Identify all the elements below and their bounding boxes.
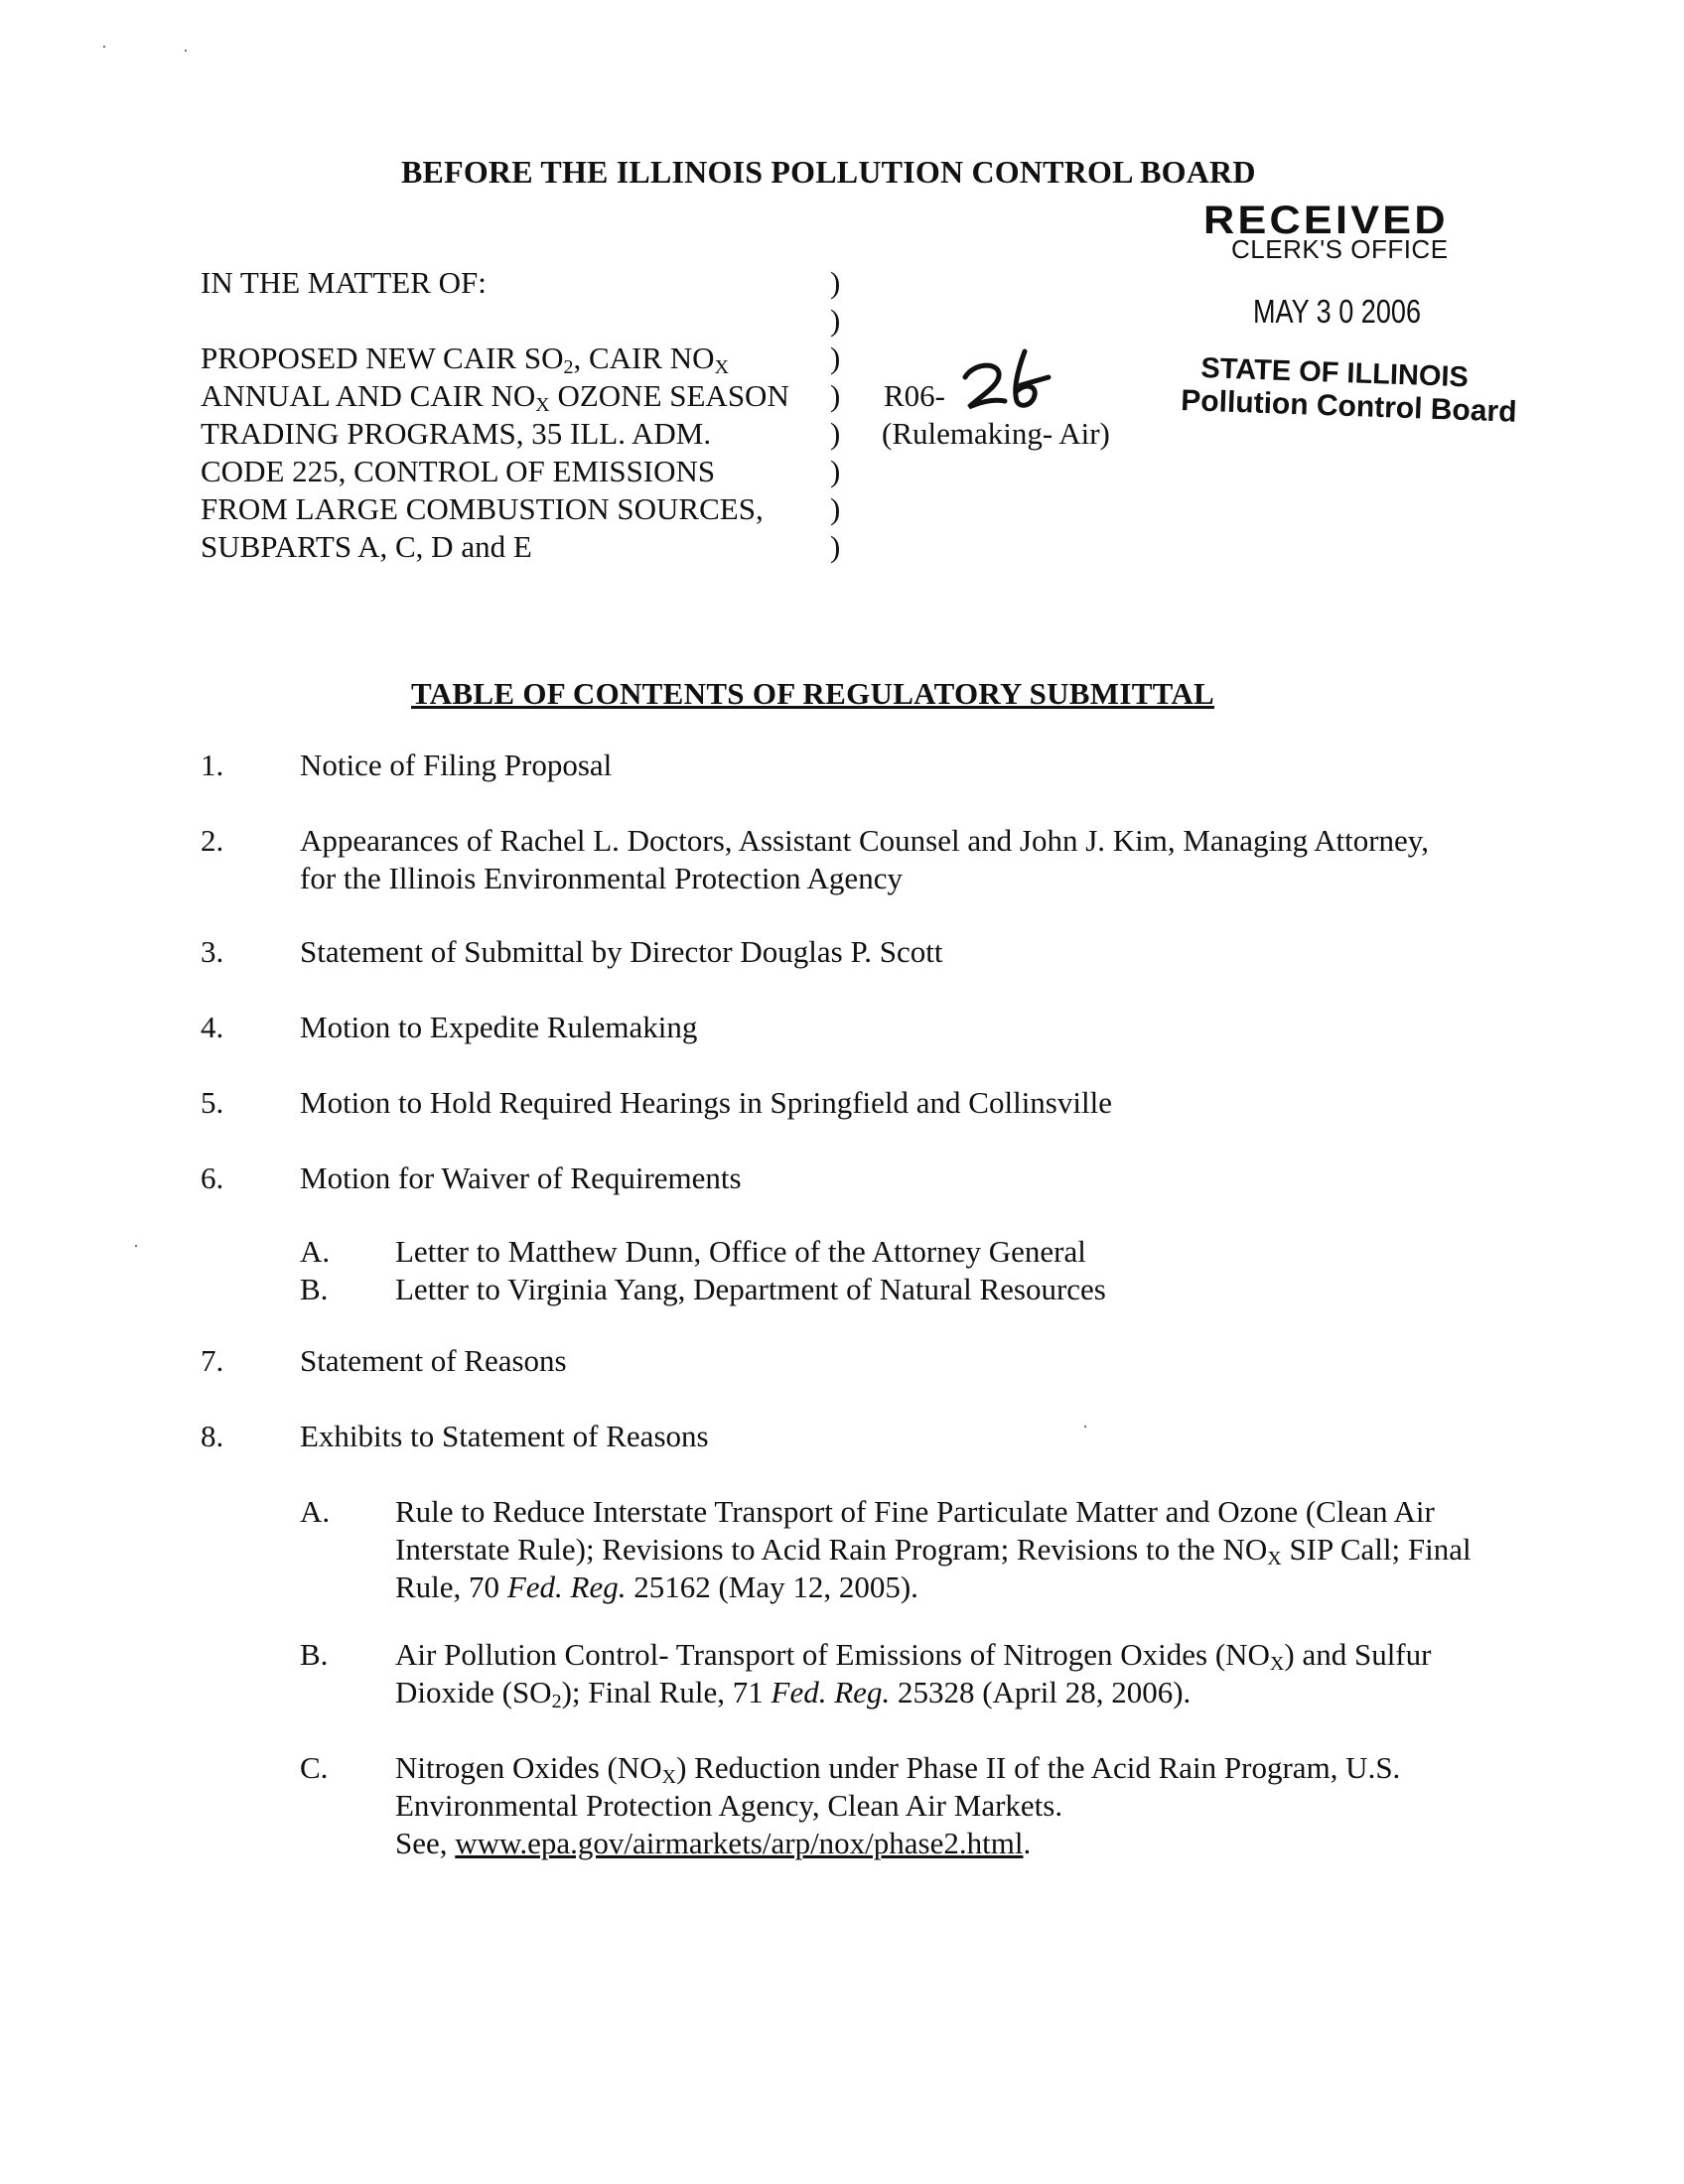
toc-sub-item-letter: C. (300, 1750, 329, 1785)
toc-sub-item-text (395, 1493, 1477, 1606)
toc-item-text: Motion for Waiver of Requirements (300, 1160, 742, 1195)
received-stamp: RECEIVED (1203, 199, 1449, 242)
paren: ) (830, 529, 841, 564)
paren: ) (830, 454, 841, 488)
epa-url-link[interactable]: www.epa.gov/airmarkets/arp/nox/phase2.html (455, 1826, 1024, 1860)
toc-sub-item-letter: B. (300, 1637, 329, 1672)
handwritten-docket-number (959, 347, 1068, 417)
toc-item-number: 7. (201, 1343, 224, 1378)
citation-text: Rule to Reduce Interstate Transport of Fine Particulate Matter and Ozone (Clean Air Interstate Rule); Revisions to Acid Rain Program; Revisions to the NO (395, 1494, 1435, 1567)
subscript: X (1269, 1653, 1285, 1675)
citation-text: SIP Call; Final Rule, 70 (395, 1532, 1472, 1604)
paren: ) (830, 303, 841, 338)
paren: ) (830, 491, 841, 526)
toc-item-text: Notice of Filing Proposal (300, 748, 613, 782)
subscript: X (661, 1766, 677, 1788)
caption-line: SUBPARTS A, C, D and E (201, 529, 532, 564)
paren: ) (830, 265, 841, 300)
fed-reg-italic: Fed. Reg. (506, 1570, 627, 1604)
toc-item-text: Motion to Hold Required Hearings in Springfield and Collinsville (300, 1085, 1112, 1120)
citation-text: Air Pollution Control- Transport of Emissions of Nitrogen Oxides (NO (395, 1637, 1270, 1672)
toc-item-text: Statement of Submittal by Director Douglas P. Scott (300, 934, 943, 969)
stamp-state: STATE OF ILLINOIS (1199, 351, 1470, 394)
toc-sub-item-letter: B. (300, 1272, 329, 1306)
citation-text: 25162 (May 12, 2005). (626, 1570, 918, 1604)
toc-sub-item-letter: A. (300, 1234, 331, 1269)
caption-parentheses (830, 264, 850, 566)
clerks-office-stamp: CLERK'S OFFICE (1231, 234, 1449, 264)
subscript: X (1267, 1548, 1282, 1570)
toc-item-number: 6. (201, 1160, 224, 1195)
paren: ) (830, 416, 841, 451)
citation-text: Nitrogen Oxides (NO (395, 1750, 662, 1785)
toc-item-text: Appearances of Rachel L. Doctors, Assistant Counsel and John J. Kim, Managing Attorney, for the Illinois Environmental Protection Agency (300, 823, 1430, 895)
caption-line (201, 302, 789, 340)
toc-sub-item-text (395, 1749, 1477, 1862)
citation-text: See, (395, 1826, 456, 1860)
caption-line: CODE 225, CONTROL OF EMISSIONS (201, 454, 716, 488)
citation-text: . (1023, 1826, 1032, 1860)
toc-item-number: 2. (201, 823, 224, 858)
citation-text: ) and Sulfur Dioxide (SO (395, 1637, 1432, 1709)
toc-sub-item-text (395, 1636, 1477, 1711)
caption-line: IN THE MATTER OF: (201, 265, 487, 300)
stamp-board: Pollution Control Board (1180, 383, 1518, 429)
scan-speck (185, 50, 187, 52)
docket-type: (Rulemaking- Air) (882, 416, 1110, 451)
paren: ) (830, 341, 841, 375)
toc-item-number: 5. (201, 1085, 224, 1120)
citation-text: ); Final Rule, 71 (561, 1675, 772, 1709)
stamp-date: MAY 3 0 2006 (1253, 293, 1421, 330)
toc-item-text: Exhibits to Statement of Reasons (300, 1419, 709, 1453)
scan-speck (103, 46, 105, 48)
toc-sub-item-text: Letter to Virginia Yang, Department of Natural Resources (395, 1272, 1106, 1306)
toc-item-text: Statement of Reasons (300, 1343, 567, 1378)
toc-sub-item-text: Letter to Matthew Dunn, Office of the Attorney General (395, 1234, 1086, 1269)
board-title: BEFORE THE ILLINOIS POLLUTION CONTROL BOARD (401, 154, 1256, 190)
toc-item-number: 8. (201, 1419, 224, 1453)
caption-line: ANNUAL AND CAIR $NO_X$ OZONE SEASON (201, 378, 789, 416)
paren: ) (830, 378, 841, 413)
caption-line: PROPOSED NEW CAIR $SO_2$, CAIR $NO_X$ (201, 341, 730, 378)
toc-sub-item-letter: A. (300, 1494, 331, 1529)
toc-item-number: 1. (201, 748, 224, 782)
caption-line: FROM LARGE COMBUSTION SOURCES, (201, 491, 764, 526)
toc-item-number: 3. (201, 934, 224, 969)
toc-item-text: Motion to Expedite Rulemaking (300, 1010, 698, 1044)
citation-text: 25328 (April 28, 2006). (890, 1675, 1192, 1709)
docket-prefix: R06- (884, 378, 945, 413)
scan-speck (135, 1245, 137, 1247)
citation-text: ) Reduction under Phase II of the Acid Rain Program, U.S. Environmental Protection Agency, Clean Air Markets. (395, 1750, 1401, 1823)
toc-heading: TABLE OF CONTENTS OF REGULATORY SUBMITTAL (411, 676, 1215, 711)
scan-speck (1084, 1426, 1086, 1428)
caption-line: TRADING PROGRAMS, 35 ILL. ADM. (201, 416, 712, 451)
subscript: 2 (551, 1691, 562, 1712)
case-caption (201, 264, 789, 566)
fed-reg-italic: Fed. Reg. (771, 1675, 891, 1709)
toc-item-number: 4. (201, 1010, 224, 1044)
